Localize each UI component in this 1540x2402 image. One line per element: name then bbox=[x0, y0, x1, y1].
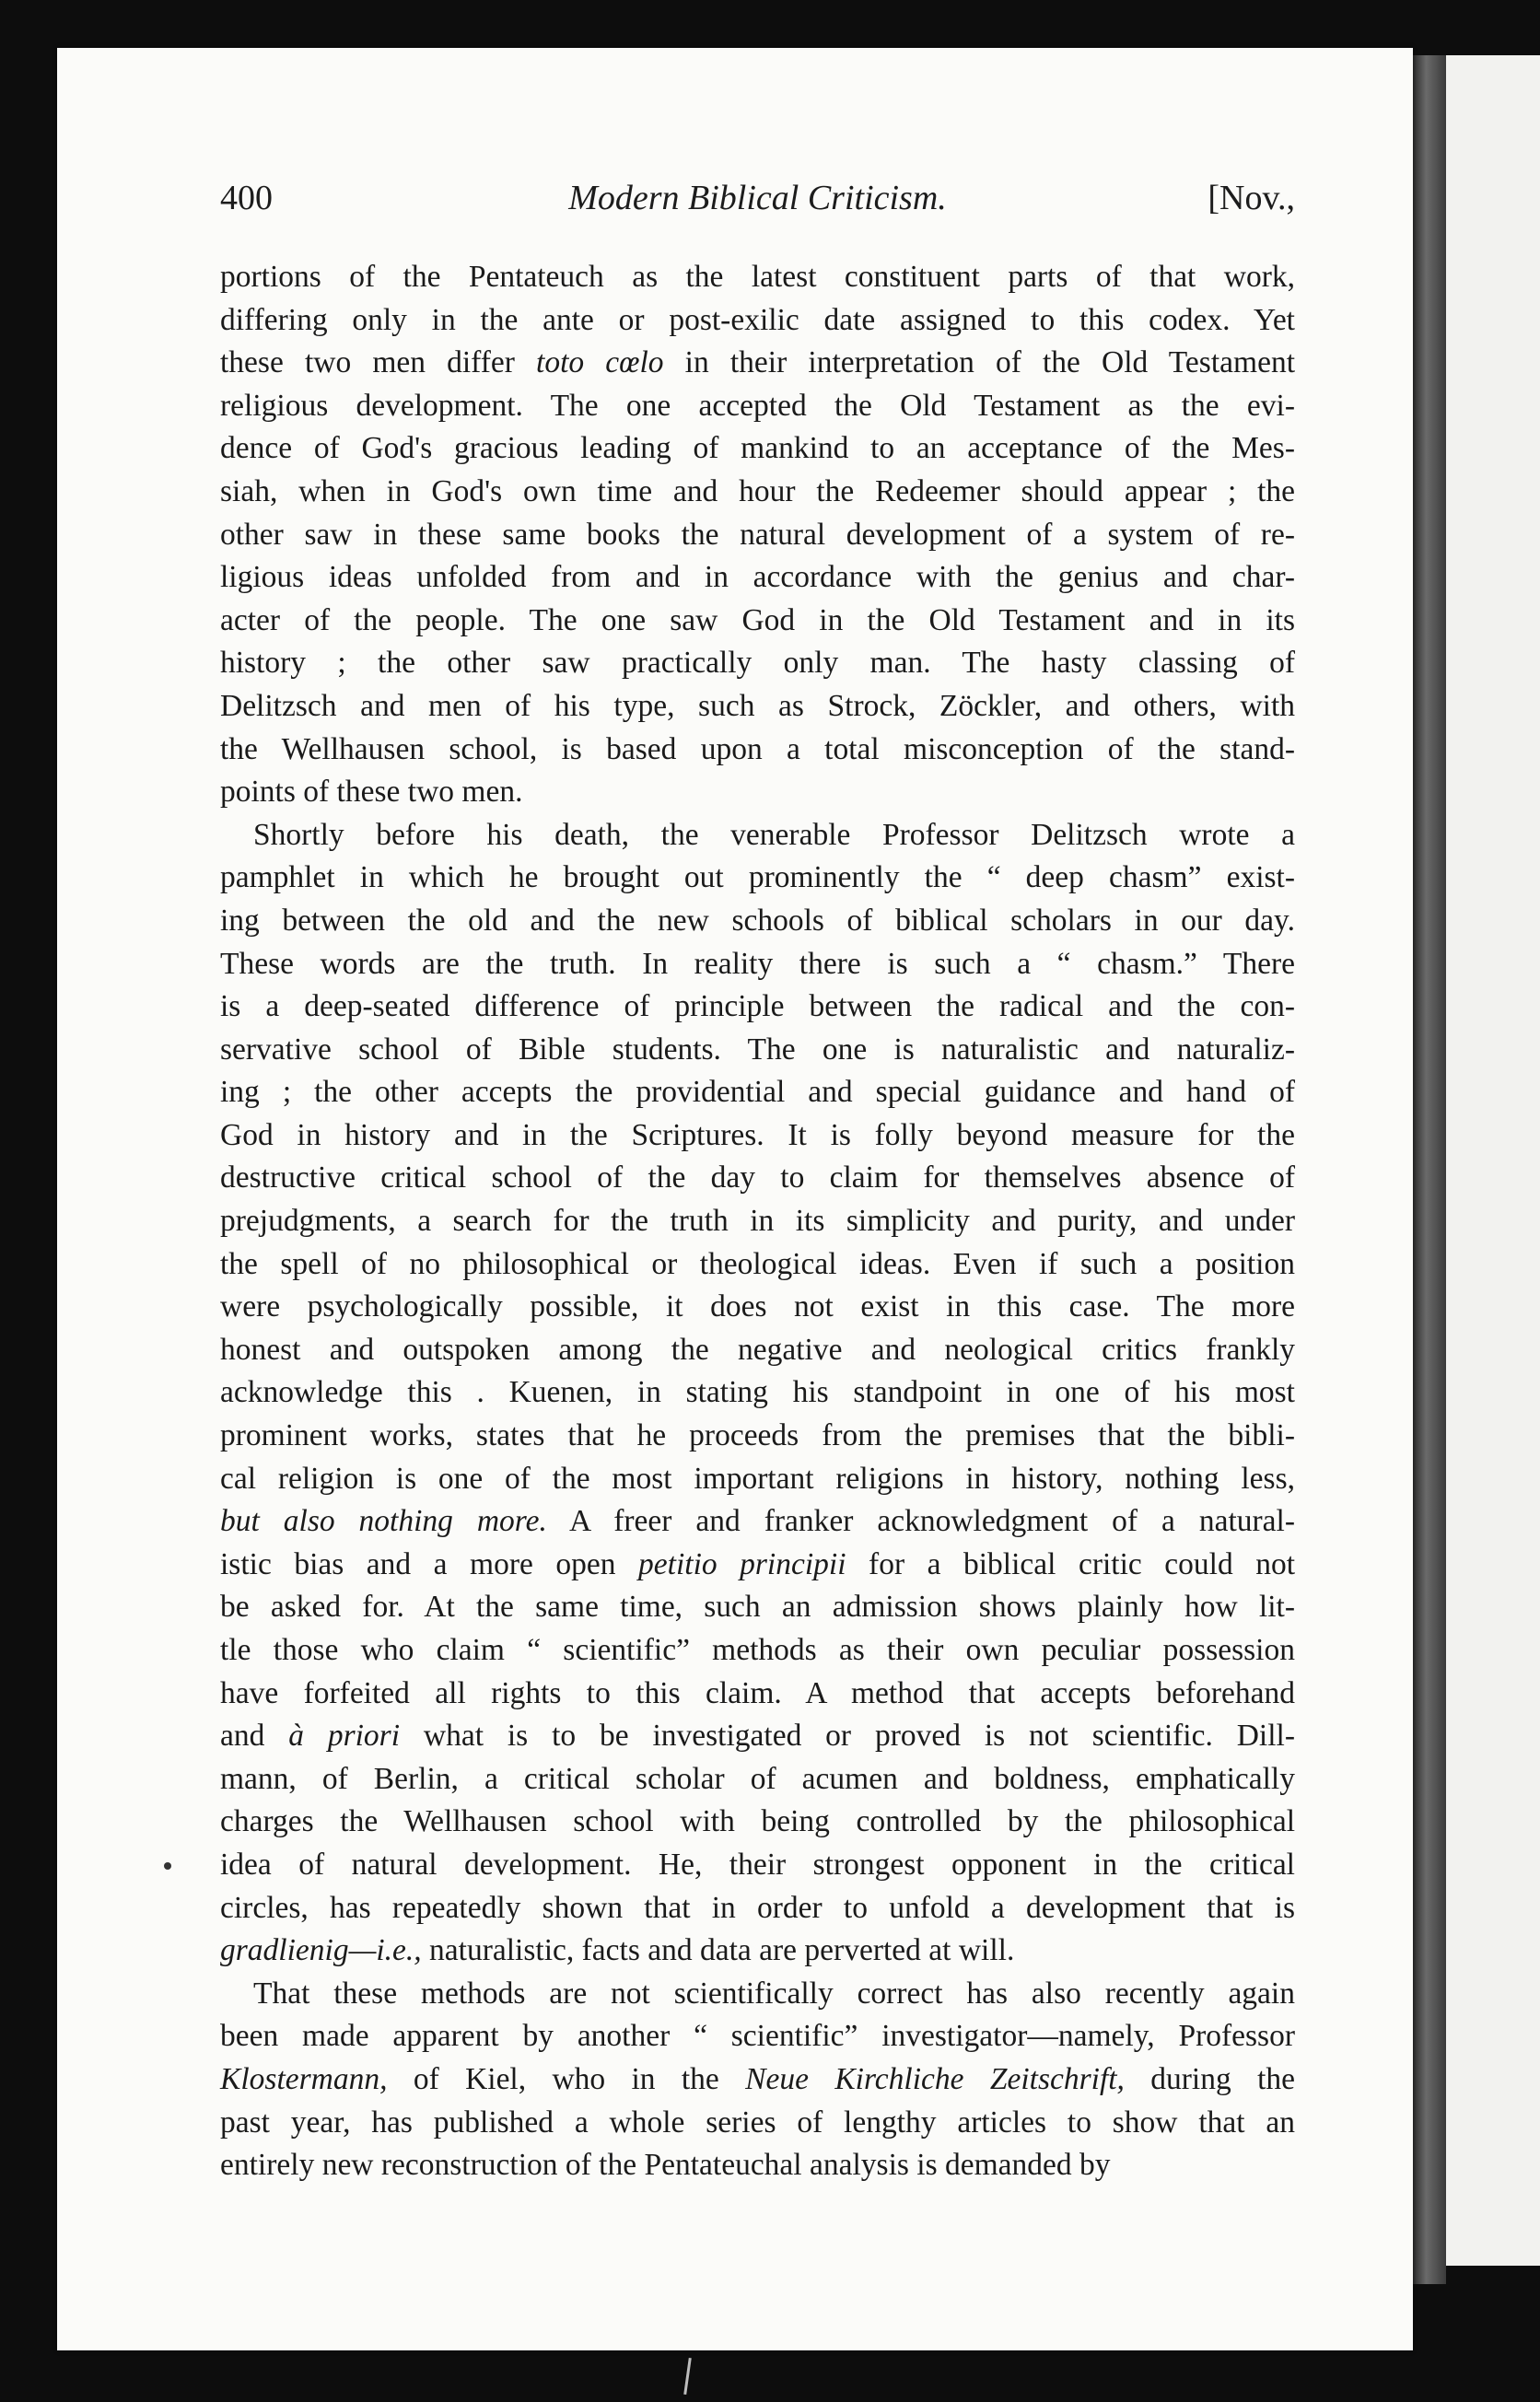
text-run: differing only in the ante or post-exilic date assigned to this codex. Yet bbox=[220, 302, 1295, 337]
text-run: been made apparent by another “ scientific” investigator—namely, Professor bbox=[220, 2019, 1295, 2054]
text-run: is a deep-seated difference of principle between the radical and the con- bbox=[220, 989, 1295, 1024]
text-run: ing ; the other accepts the providential and special guidance and hand of bbox=[220, 1075, 1295, 1110]
text-line bbox=[220, 1071, 1295, 1114]
text-run: These words are the truth. In reality there is such a “ chasm.” There bbox=[220, 946, 1295, 981]
text-line bbox=[220, 729, 1295, 772]
text-run: the spell of no philosophical or theological ideas. Even if such a position bbox=[220, 1246, 1295, 1281]
text-line bbox=[220, 1844, 1295, 1887]
text-run: circles, has repeatedly shown that in order to unfold a development that is bbox=[220, 1890, 1295, 1925]
text-run: pamphlet in which he brought out prominently the “ deep chasm” exist- bbox=[220, 860, 1295, 895]
text-line bbox=[220, 1286, 1295, 1329]
text-run: the Wellhausen school, is based upon a total misconception of the stand- bbox=[220, 731, 1295, 766]
text-run: during the bbox=[1124, 2061, 1296, 2096]
text-run: were psychologically possible, it does not exist in this case. The more bbox=[220, 1289, 1295, 1324]
text-run: past year, has published a whole series of lengthy articles to show that an bbox=[220, 2105, 1295, 2140]
text-line bbox=[220, 1500, 1295, 1544]
text-line bbox=[220, 514, 1295, 557]
text-line bbox=[220, 1673, 1295, 1716]
text-run: servative school of Bible students. The one is naturalistic and naturaliz- bbox=[220, 1032, 1295, 1067]
running-header bbox=[220, 178, 1295, 224]
text-line bbox=[220, 427, 1295, 471]
text-line bbox=[220, 2058, 1295, 2102]
text-run: entirely new reconstruction of the Pentateuchal analysis is demanded by bbox=[220, 2148, 1111, 2183]
text-line bbox=[220, 299, 1295, 343]
text-run: and bbox=[220, 1719, 289, 1754]
text-line bbox=[220, 600, 1295, 643]
text-line bbox=[220, 685, 1295, 729]
page-gutter bbox=[1413, 55, 1446, 2284]
text-run: what is to be investigated or proved is not scientific. Dill- bbox=[400, 1719, 1295, 1754]
text-run: Delitzsch and men of his type, such as Strock, Zöckler, and others, with bbox=[220, 688, 1295, 723]
scan-artifact bbox=[683, 2358, 692, 2395]
text-line bbox=[220, 985, 1295, 1029]
text-line bbox=[220, 2144, 1295, 2187]
text-line bbox=[220, 900, 1295, 943]
text-run: Shortly before his death, the venerable Professor Delitzsch wrote a bbox=[253, 817, 1295, 852]
text-run: cal religion is one of the most important religions in history, nothing less, bbox=[220, 1461, 1295, 1496]
text-line bbox=[220, 1329, 1295, 1372]
text-run: acter of the people. The one saw God in the Old Testament and in its bbox=[220, 602, 1295, 637]
text-run: have forfeited all rights to this claim. A method that accepts beforehand bbox=[220, 1675, 1295, 1710]
body-text bbox=[220, 256, 1295, 2187]
adjacent-page bbox=[1446, 55, 1540, 2266]
text-line bbox=[220, 1157, 1295, 1200]
paragraph bbox=[220, 256, 1295, 814]
text-line bbox=[220, 943, 1295, 986]
text-run: of Kiel, who in the bbox=[387, 2061, 746, 2096]
text-run: be asked for. At the same time, such an admission shows plainly how lit- bbox=[220, 1590, 1295, 1625]
italic-text: à priori bbox=[288, 1719, 401, 1754]
text-line bbox=[220, 1458, 1295, 1501]
text-line bbox=[220, 1200, 1295, 1243]
text-run: mann, of Berlin, a critical scholar of acumen and boldness, emphatically bbox=[220, 1761, 1295, 1796]
text-run: tle those who claim “ scientific” methods as their own peculiar possession bbox=[220, 1633, 1295, 1667]
text-run: acknowledge this . Kuenen, in stating his standpoint in one of his most bbox=[220, 1375, 1295, 1410]
text-line bbox=[220, 342, 1295, 385]
text-run: in their interpretation of the Old Testament bbox=[663, 345, 1295, 380]
text-line bbox=[220, 2102, 1295, 2145]
text-run: ing between the old and the new schools of biblical scholars in our day. bbox=[220, 903, 1295, 938]
text-run: dence of God's gracious leading of mankind to an acceptance of the Mes- bbox=[220, 431, 1295, 466]
text-run: siah, when in God's own time and hour the Redeemer should appear ; the bbox=[220, 473, 1295, 508]
text-line bbox=[220, 256, 1295, 299]
text-run: God in history and in the Scriptures. It is folly beyond measure for the bbox=[220, 1117, 1295, 1152]
text-run: prejudgments, a search for the truth in its simplicity and purity, and under bbox=[220, 1204, 1295, 1239]
text-run: naturalistic, facts and data are perverted at will. bbox=[421, 1933, 1015, 1968]
text-run: charges the Wellhausen school with being controlled by the philosophical bbox=[220, 1804, 1295, 1839]
text-line bbox=[220, 771, 1295, 814]
text-line bbox=[220, 1715, 1295, 1758]
text-line bbox=[220, 1758, 1295, 1802]
text-run: religious development. The one accepted the Old Testament as the evi- bbox=[220, 388, 1295, 423]
text-run: these two men differ bbox=[220, 345, 537, 380]
text-run: ligious ideas unfolded from and in accordance with the genius and char- bbox=[220, 560, 1295, 595]
text-line bbox=[220, 1887, 1295, 1930]
italic-text: gradlienig—i.e., bbox=[220, 1933, 422, 1968]
running-title: Modern Biblical Criticism. bbox=[568, 179, 947, 217]
text-run: portions of the Pentateuch as the latest constituent parts of that work, bbox=[220, 260, 1295, 294]
text-line bbox=[220, 1544, 1295, 1587]
text-line bbox=[220, 1029, 1295, 1072]
issue-date: [Nov., bbox=[1208, 179, 1295, 217]
page-number: 400 bbox=[220, 179, 273, 217]
text-run: for a biblical critic could not bbox=[846, 1546, 1296, 1581]
paragraph bbox=[220, 814, 1295, 1973]
text-run: other saw in these same books the natural development of a system of re- bbox=[220, 517, 1295, 552]
text-line bbox=[220, 1930, 1295, 1973]
text-run: destructive critical school of the day to claim for themselves absence of bbox=[220, 1160, 1295, 1195]
text-line bbox=[220, 471, 1295, 514]
text-line bbox=[220, 1114, 1295, 1158]
text-run: idea of natural development. He, their strongest opponent in the critical bbox=[220, 1847, 1295, 1882]
text-line bbox=[220, 1243, 1295, 1287]
text-line bbox=[220, 556, 1295, 600]
text-run: points of these two men. bbox=[220, 775, 523, 810]
text-line bbox=[220, 1973, 1295, 2016]
italic-text: but also nothing more. bbox=[220, 1504, 547, 1539]
text-line bbox=[220, 385, 1295, 428]
text-line bbox=[220, 814, 1295, 857]
text-line bbox=[220, 1801, 1295, 1844]
text-run: istic bias and a more open bbox=[220, 1546, 639, 1581]
text-run: That these methods are not scientifically correct has also recently again bbox=[253, 1976, 1295, 2011]
text-run: prominent works, states that he proceeds from the premises that the bibli- bbox=[220, 1418, 1295, 1453]
text-line bbox=[220, 1415, 1295, 1458]
margin-mark bbox=[164, 1862, 171, 1870]
text-run: A freer and franker acknowledgment of a natural- bbox=[546, 1504, 1295, 1539]
text-run: honest and outspoken among the negative and neological critics frankly bbox=[220, 1332, 1295, 1367]
text-run: history ; the other saw practically only man. The hasty classing of bbox=[220, 646, 1295, 681]
text-line bbox=[220, 1629, 1295, 1673]
italic-text: Klostermann, bbox=[220, 2061, 388, 2096]
italic-text: toto cœlo bbox=[536, 345, 664, 380]
text-line bbox=[220, 642, 1295, 685]
paragraph bbox=[220, 1973, 1295, 2187]
text-line bbox=[220, 2015, 1295, 2058]
text-line bbox=[220, 1371, 1295, 1415]
italic-text: petitio principii bbox=[638, 1546, 846, 1581]
text-line bbox=[220, 1586, 1295, 1629]
text-line bbox=[220, 857, 1295, 900]
italic-text: Neue Kirchliche Zeitschrift, bbox=[745, 2061, 1125, 2096]
